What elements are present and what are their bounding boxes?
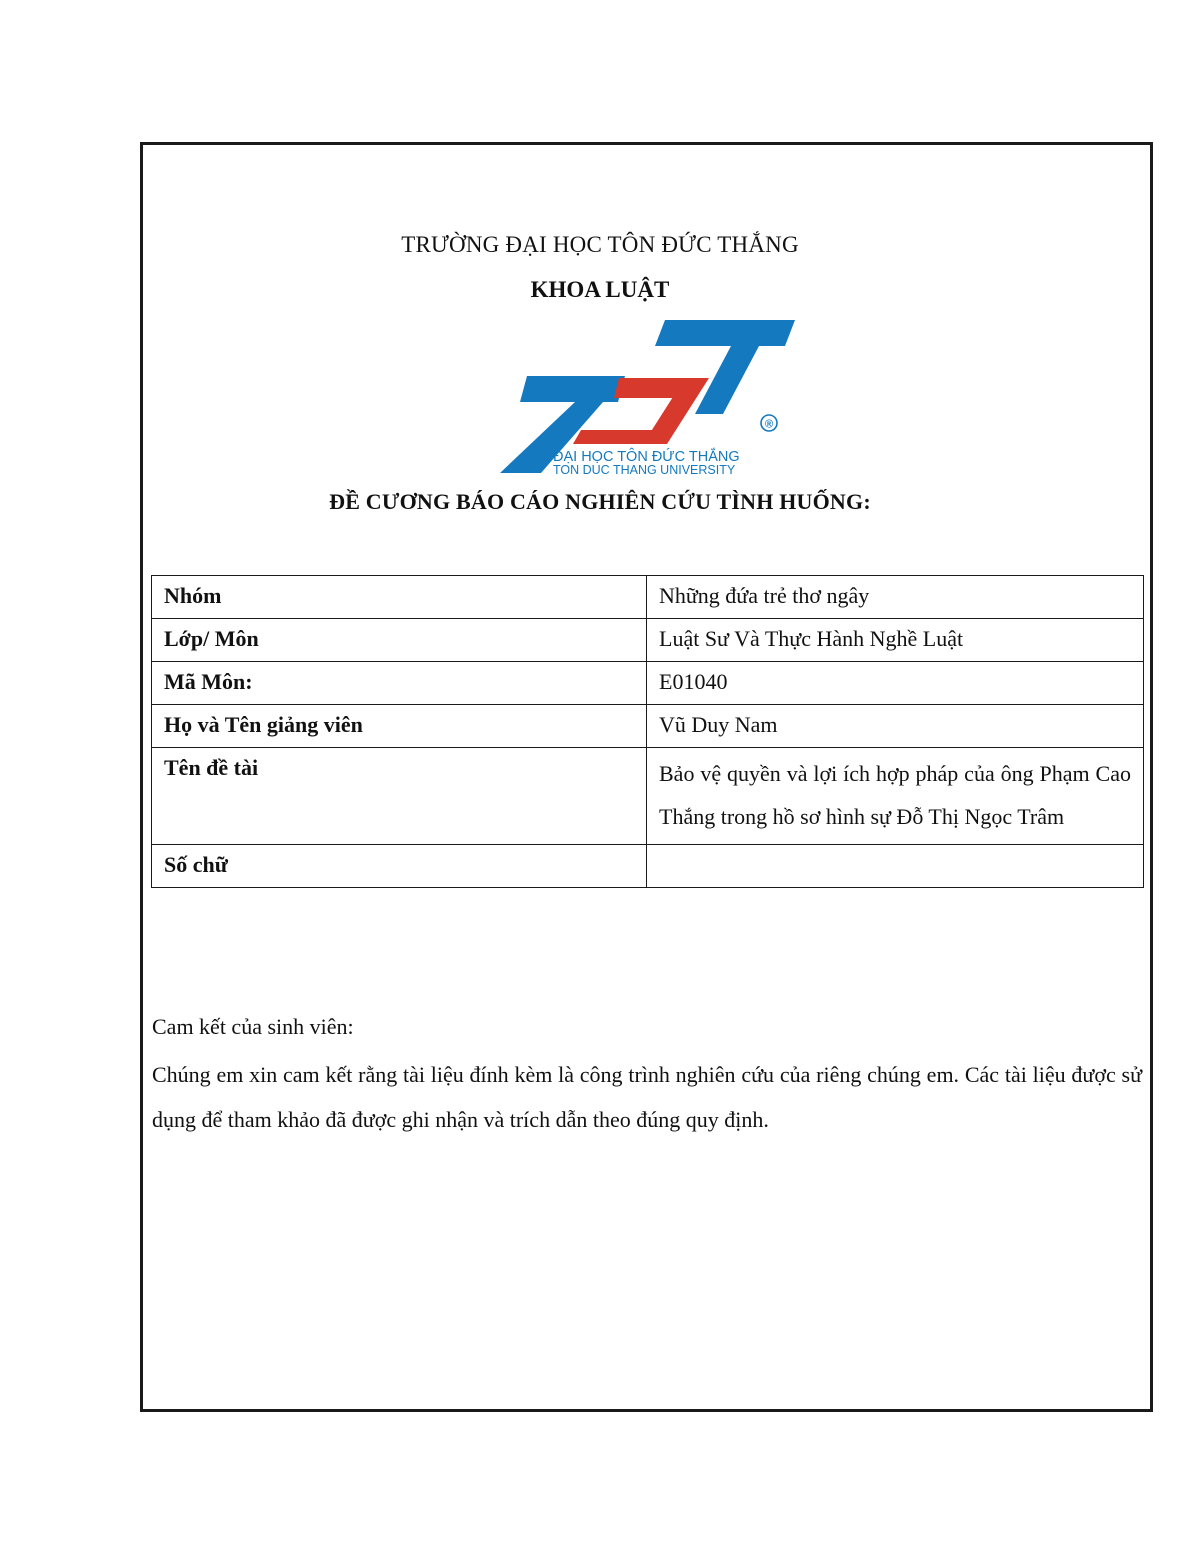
label-group: Nhóm xyxy=(152,576,647,619)
commitment-label: Cam kết của sinh viên: xyxy=(152,1014,354,1039)
university-name: TRƯỜNG ĐẠI HỌC TÔN ĐỨC THẮNG xyxy=(401,232,799,257)
faculty-name: KHOA LUẬT xyxy=(530,277,670,302)
table-row xyxy=(152,845,1144,888)
logo-blue-t-bar xyxy=(520,376,625,402)
label-class-subject: Lớp/ Môn xyxy=(152,619,647,662)
value-group: Những đứa trẻ thơ ngây xyxy=(647,576,1144,619)
label-lecturer: Họ và Tên giảng viên xyxy=(152,705,647,748)
value-lecturer: Vũ Duy Nam xyxy=(647,705,1144,748)
logo-text-vietnamese: ĐẠI HỌC TÔN ĐỨC THẮNG xyxy=(553,449,740,465)
value-class-subject: Luật Sư Và Thực Hành Nghề Luật xyxy=(647,619,1144,662)
table-row xyxy=(152,748,1144,845)
table-row xyxy=(152,705,1144,748)
info-table xyxy=(151,575,1144,888)
tdt-university-logo xyxy=(497,318,797,478)
document-title: ĐỀ CƯƠNG BÁO CÁO NGHIÊN CỨU TÌNH HUỐNG: xyxy=(329,489,871,514)
logo-red-d-bottom xyxy=(573,430,663,444)
commitment-section xyxy=(152,1010,1142,1142)
value-topic: Bảo vệ quyền và lợi ích hợp pháp của ông Phạm Cao Thắng trong hồ sơ hình sự Đỗ Thị Ngọc Trâm xyxy=(647,748,1144,845)
table-row xyxy=(152,619,1144,662)
table-row xyxy=(152,576,1144,619)
commitment-text: Chúng em xin cam kết rằng tài liệu đính kèm là công trình nghiên cứu của riêng chúng em. Các tài liệu được sử dụng để tham khảo đã được ghi nhận và trích dẫn theo đúng quy định. xyxy=(152,1062,1142,1132)
logo-text-english: TON DUC THANG UNIVERSITY xyxy=(553,463,736,477)
logo-registered-mark: ® xyxy=(764,418,774,431)
label-subject-code: Mã Môn: xyxy=(152,662,647,705)
value-word-count xyxy=(647,845,1144,888)
label-topic: Tên đề tài xyxy=(152,748,647,845)
logo-blue-t2-bar xyxy=(655,320,795,346)
table-row xyxy=(152,662,1144,705)
value-subject-code: E01040 xyxy=(647,662,1144,705)
label-word-count: Số chữ xyxy=(152,845,647,888)
